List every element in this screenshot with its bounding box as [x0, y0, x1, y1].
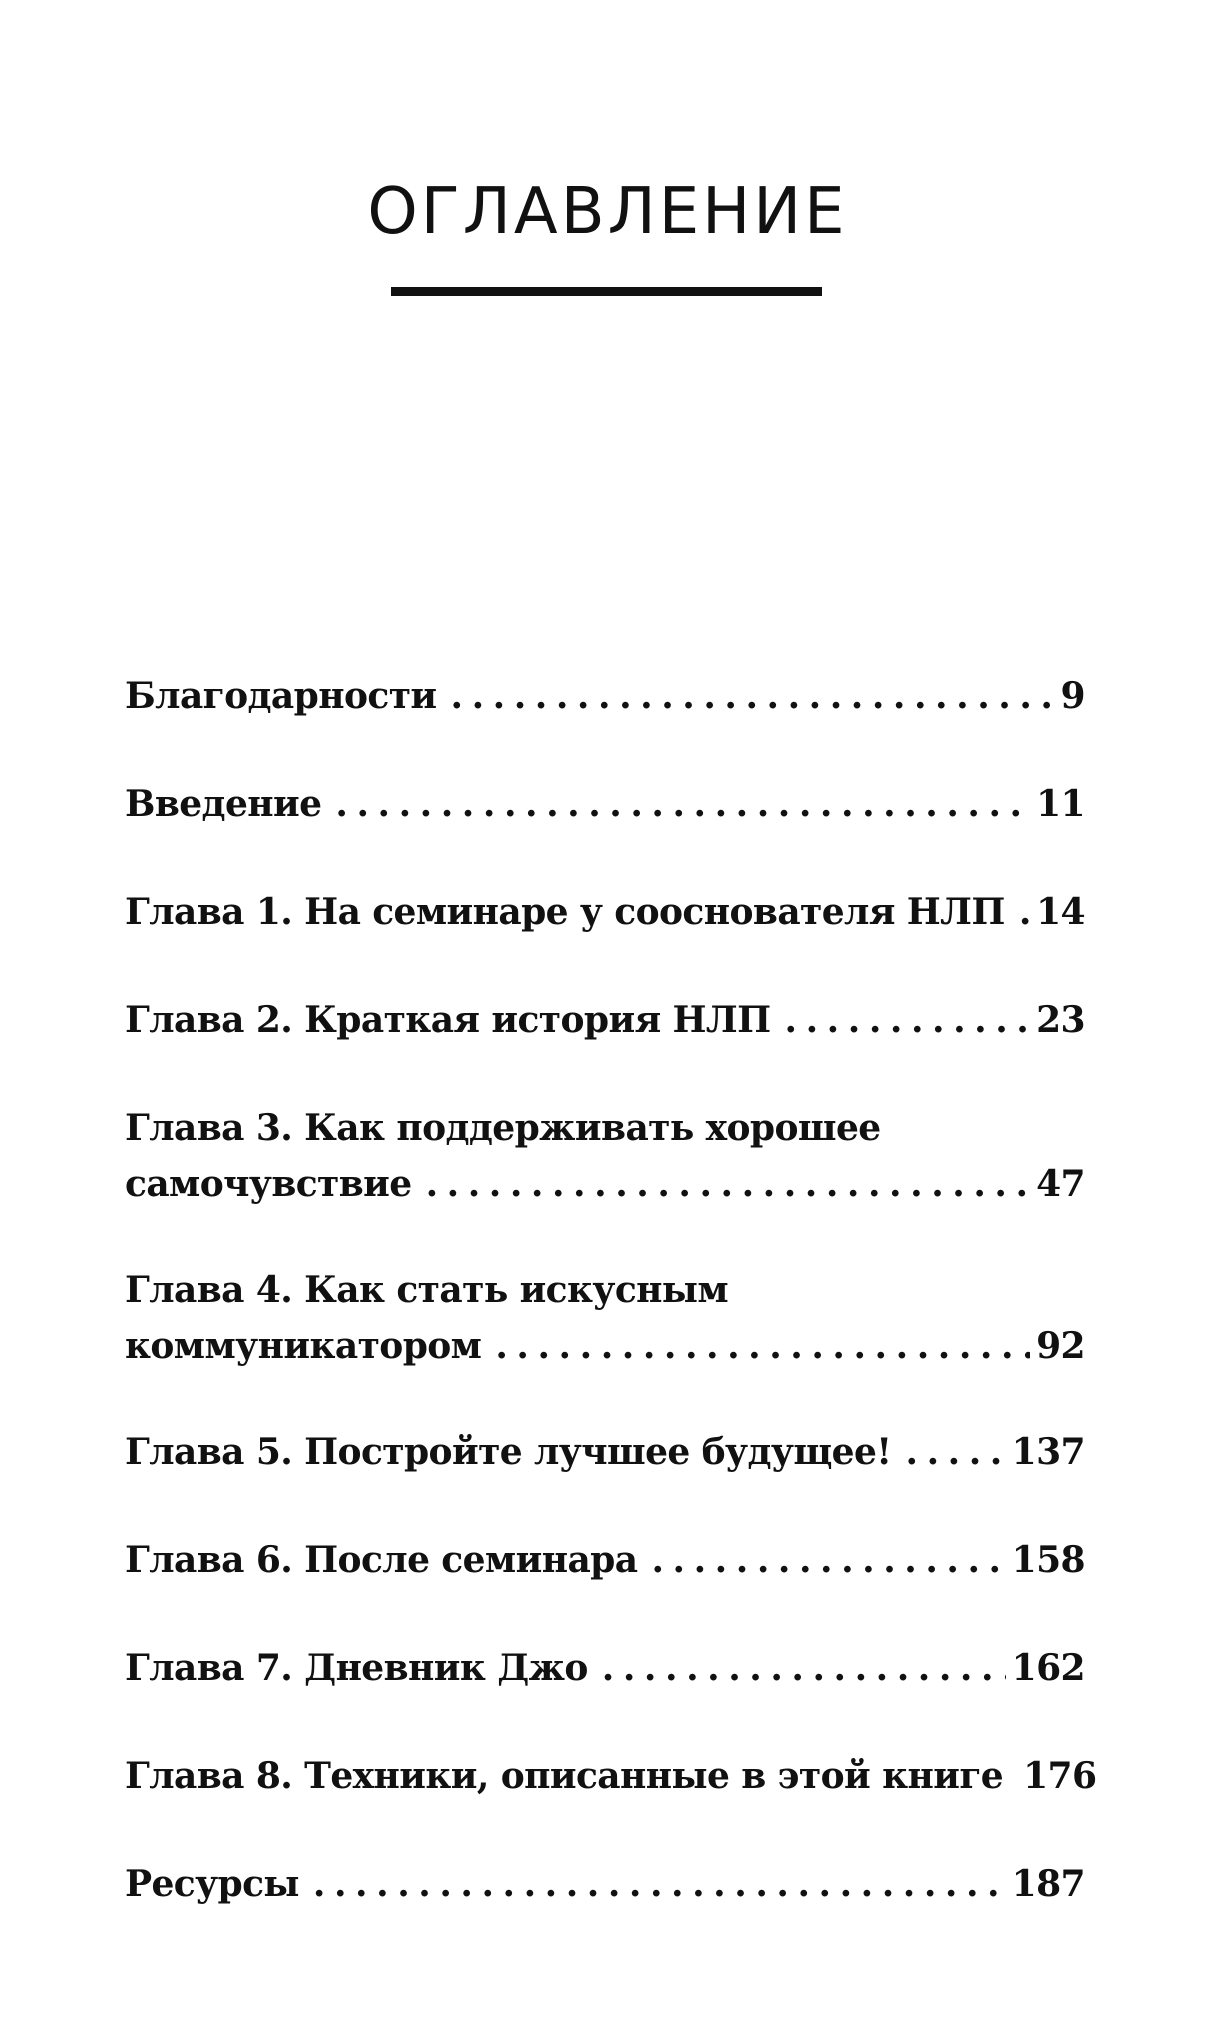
dot-leader [785, 993, 1031, 1047]
toc-page-number: 23 [1036, 999, 1085, 1041]
toc-page-number: 11 [1036, 783, 1085, 825]
toc-line [125, 1749, 1097, 1803]
toc-page-number: 47 [1036, 1163, 1085, 1205]
toc-page-number: 158 [1011, 1539, 1085, 1581]
toc-page-number: 9 [1060, 675, 1085, 717]
dot-leader [335, 777, 1030, 831]
toc-entry [125, 1101, 1085, 1211]
toc-entry [125, 1263, 1085, 1373]
toc-entry [125, 1749, 1097, 1803]
toc-entry-title: Глава 5. Постройте лучшее будущее! [125, 1431, 892, 1473]
dot-leader [651, 1533, 1005, 1587]
toc-entry-title: Глава 6. После семинара [125, 1539, 638, 1581]
dot-leader [451, 669, 1055, 723]
dot-leader [426, 1157, 1031, 1211]
page-title: ОГЛАВЛЕНИЕ [367, 175, 848, 249]
toc-line [125, 1641, 1085, 1695]
toc-entry [125, 1425, 1085, 1479]
toc-page-number: 92 [1036, 1325, 1085, 1367]
toc-line [125, 1425, 1085, 1479]
toc-line [125, 669, 1085, 723]
toc-entry-title: Глава 8. Техники, описанные в этой книге [125, 1755, 1004, 1797]
toc-line [125, 993, 1085, 1047]
toc-entry-title: Глава 2. Краткая история НЛП [125, 999, 771, 1041]
toc-entry-title: Глава 3. Как поддерживать хорошее [125, 1107, 881, 1149]
toc-line [125, 1857, 1085, 1911]
toc-entry [125, 993, 1085, 1047]
toc-entry [125, 1641, 1085, 1695]
toc-line [125, 1263, 1085, 1317]
toc-page-number: 187 [1011, 1863, 1085, 1905]
dot-leader [602, 1641, 1006, 1695]
toc-entry-title: Глава 1. На семинаре у сооснователя НЛП [125, 891, 1005, 933]
toc-line [125, 1157, 1085, 1211]
toc-line [125, 1101, 1085, 1155]
toc-page-number: 162 [1011, 1647, 1085, 1689]
toc-line [125, 1319, 1085, 1373]
toc-line [125, 885, 1085, 939]
toc-entry-title: Ресурсы [125, 1863, 299, 1905]
toc-page-number: 176 [1023, 1755, 1097, 1797]
toc-entry-title: Глава 4. Как стать искусным [125, 1269, 729, 1311]
toc-entry-title-continued: коммуникатором [125, 1325, 482, 1367]
toc-entry [125, 1533, 1085, 1587]
toc-entry-title: Глава 7. Дневник Джо [125, 1647, 588, 1689]
dot-leader [313, 1857, 1006, 1911]
toc-line [125, 1533, 1085, 1587]
dot-leader [906, 1425, 1006, 1479]
toc-page-number: 14 [1036, 891, 1085, 933]
toc-entry-title-continued: самочувствие [125, 1163, 412, 1205]
toc-entry [125, 669, 1085, 723]
toc-entry-title: Введение [125, 783, 322, 825]
dot-leader [495, 1319, 1030, 1373]
toc-entry-title: Благодарности [125, 675, 437, 717]
toc-line [125, 777, 1085, 831]
toc-entry [125, 885, 1085, 939]
toc-entry [125, 1857, 1085, 1911]
dot-leader [1019, 885, 1030, 939]
toc-entry [125, 777, 1085, 831]
toc-page-number: 137 [1011, 1431, 1085, 1473]
